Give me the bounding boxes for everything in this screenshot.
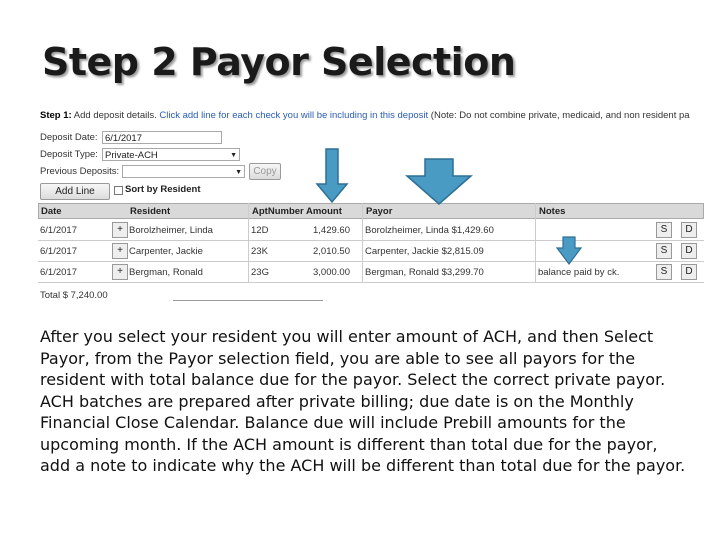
- table-row: [38, 241, 704, 262]
- row-apt: 23K: [251, 246, 268, 257]
- previous-deposits-select[interactable]: [122, 165, 245, 178]
- row-amount[interactable]: 1,429.60: [313, 225, 350, 236]
- col-aptnumber: AptNumber: [252, 206, 304, 217]
- row-resident[interactable]: Bergman, Ronald: [129, 267, 203, 278]
- arrow-down-icon: [315, 148, 349, 204]
- slide-title: Step 2 Payor Selection: [42, 40, 516, 84]
- row-save-button[interactable]: S: [656, 222, 672, 238]
- sort-by-resident-label: Sort by Resident: [125, 184, 201, 195]
- slide-description: After you select your resident you will enter amount of ACH, and then Select Payor, from the Payor selection field, you are able to see all payors for the resident with total balance due for the payor. Select the correct private payor. ACH batches are prepared after private billing; due date is on the Monthly Financial Close Calendar. Balance due will include Prebill amounts for the upcoming month. If the ACH amount is different than total due for the payor, add a note to indicate why the ACH will be different than total due for the payor.: [40, 327, 686, 475]
- row-amount[interactable]: 3,000.00: [313, 267, 350, 278]
- step-label: Step 1:: [40, 110, 72, 121]
- column-divider: [535, 203, 536, 283]
- chevron-down-icon: ▼: [235, 169, 242, 176]
- deposit-date-field[interactable]: 6/1/2017: [102, 131, 222, 144]
- add-line-button[interactable]: Add Line: [40, 183, 110, 200]
- col-payor: Payor: [366, 206, 393, 217]
- copy-button[interactable]: Copy: [249, 163, 281, 180]
- deposit-type-select[interactable]: [102, 148, 240, 161]
- step-note: (Note: Do not combine private, medicaid, and non resident pa: [428, 110, 690, 121]
- chevron-down-icon: ▼: [230, 152, 237, 159]
- row-payor[interactable]: Bergman, Ronald $3,299.70: [365, 267, 484, 278]
- row-delete-button[interactable]: D: [681, 222, 697, 238]
- table-row: [38, 262, 704, 283]
- col-date: Date: [41, 206, 62, 217]
- row-resident[interactable]: Borolzheimer, Linda: [129, 225, 213, 236]
- deposit-type-label: Deposit Type:: [40, 149, 98, 160]
- arrow-down-icon: [556, 236, 582, 266]
- deposit-total: Total $ 7,240.00: [40, 290, 108, 301]
- table-header: [38, 203, 704, 219]
- deposit-screenshot: [38, 104, 704, 304]
- deposit-type-value: Private-ACH: [105, 150, 158, 161]
- row-resident[interactable]: Carpenter, Jackie: [129, 246, 203, 257]
- column-divider: [362, 203, 363, 283]
- deposit-date-label: Deposit Date:: [40, 132, 98, 143]
- row-date: 6/1/2017: [40, 225, 77, 236]
- row-add-button[interactable]: +: [112, 243, 128, 259]
- sort-by-resident-checkbox[interactable]: [114, 186, 123, 195]
- col-notes: Notes: [539, 206, 566, 217]
- row-amount[interactable]: 2,010.50: [313, 246, 350, 257]
- row-delete-button[interactable]: D: [681, 264, 697, 280]
- row-delete-button[interactable]: D: [681, 243, 697, 259]
- row-date: 6/1/2017: [40, 267, 77, 278]
- step-text: Add deposit details.: [71, 110, 160, 121]
- row-date: 6/1/2017: [40, 246, 77, 257]
- row-notes[interactable]: balance paid by ck.: [538, 267, 620, 278]
- previous-deposits-label: Previous Deposits:: [40, 166, 120, 177]
- table-row: [38, 220, 704, 241]
- column-divider: [248, 203, 249, 283]
- add-line-instruction-link[interactable]: Click add line for each check you will be including in this deposit: [159, 110, 429, 121]
- row-payor[interactable]: Borolzheimer, Linda $1,429.60: [365, 225, 494, 236]
- arrow-down-icon: [405, 158, 473, 206]
- horizontal-scrollbar[interactable]: [173, 300, 323, 301]
- row-payor[interactable]: Carpenter, Jackie $2,815.09: [365, 246, 484, 257]
- row-save-button[interactable]: S: [656, 264, 672, 280]
- row-apt: 23G: [251, 267, 269, 278]
- row-add-button[interactable]: +: [112, 264, 128, 280]
- step-instructions: [40, 110, 690, 121]
- row-apt: 12D: [251, 225, 269, 236]
- row-add-button[interactable]: +: [112, 222, 128, 238]
- row-save-button[interactable]: S: [656, 243, 672, 259]
- col-resident: Resident: [130, 206, 171, 217]
- col-amount: Amount: [306, 206, 342, 217]
